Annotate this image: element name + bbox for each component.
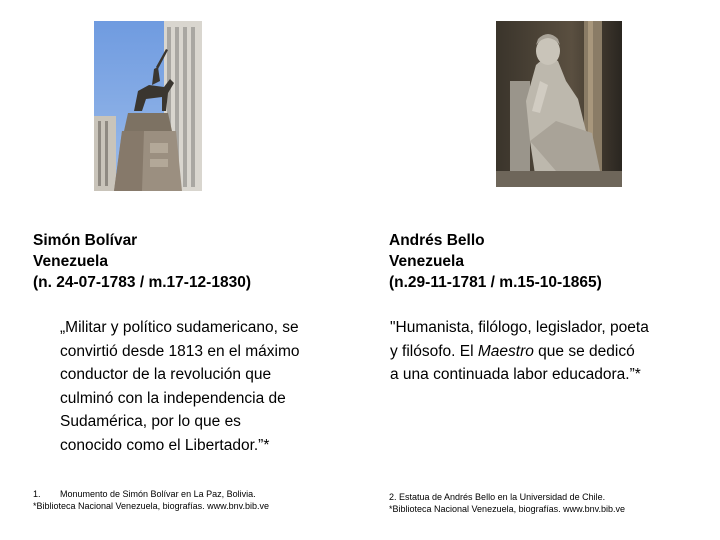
bolivar-name: Simón Bolívar (33, 232, 138, 249)
bolivar-caption (33, 488, 269, 500)
bolivar-quote (60, 316, 300, 457)
caption-text: Monumento de Simón Bolívar en La Paz, Bolivia. (60, 489, 256, 499)
bolivar-monument-photo (94, 21, 202, 191)
quote-line: convirtió desde 1813 en el máximo (60, 342, 300, 360)
bolivar-source: *Biblioteca Nacional Venezuela, biografías. www.bnv.bib.ve (33, 501, 269, 511)
quote-emphasis: Maestro (477, 342, 534, 360)
quote-line: „Militar y político sudamericano, se (60, 319, 299, 336)
bello-footnote (389, 491, 625, 515)
quote-line: culminó con la independencia de (60, 389, 286, 407)
bello-dates: (n.29-11-1781 / m.15-10-1865) (389, 274, 602, 291)
quote-line: a una continuada labor educadora.”* (390, 366, 641, 383)
quote-line: conocido como el Libertador.”* (60, 436, 270, 454)
caption-number: 1. (33, 489, 41, 499)
bello-name: Andrés Bello (389, 232, 485, 249)
quote-line: conductor de la revolución que (60, 366, 272, 383)
bello-country: Venezuela (389, 253, 464, 270)
bolivar-dates: (n. 24-07-1783 / m.17-12-1830) (33, 274, 251, 291)
quote-line: Sudamérica, por lo que es (60, 413, 241, 430)
quote-line (390, 340, 649, 364)
bello-caption: 2. Estatua de Andrés Bello en la Universidad de Chile. (389, 492, 606, 502)
bello-source: *Biblioteca Nacional Venezuela, biografías. www.bnv.bib.ve (389, 504, 625, 514)
bolivar-country: Venezuela (33, 253, 108, 270)
bolivar-footnote (33, 488, 269, 512)
quote-line: "Humanista, filólogo, legislador, poeta (390, 319, 649, 336)
quote-text: y filósofo. El (390, 342, 478, 360)
bolivar-heading (33, 230, 251, 293)
bello-quote (390, 316, 649, 387)
bello-statue-photo (496, 21, 622, 187)
quote-text: que se dedicó (533, 342, 635, 360)
bello-heading (389, 230, 602, 293)
